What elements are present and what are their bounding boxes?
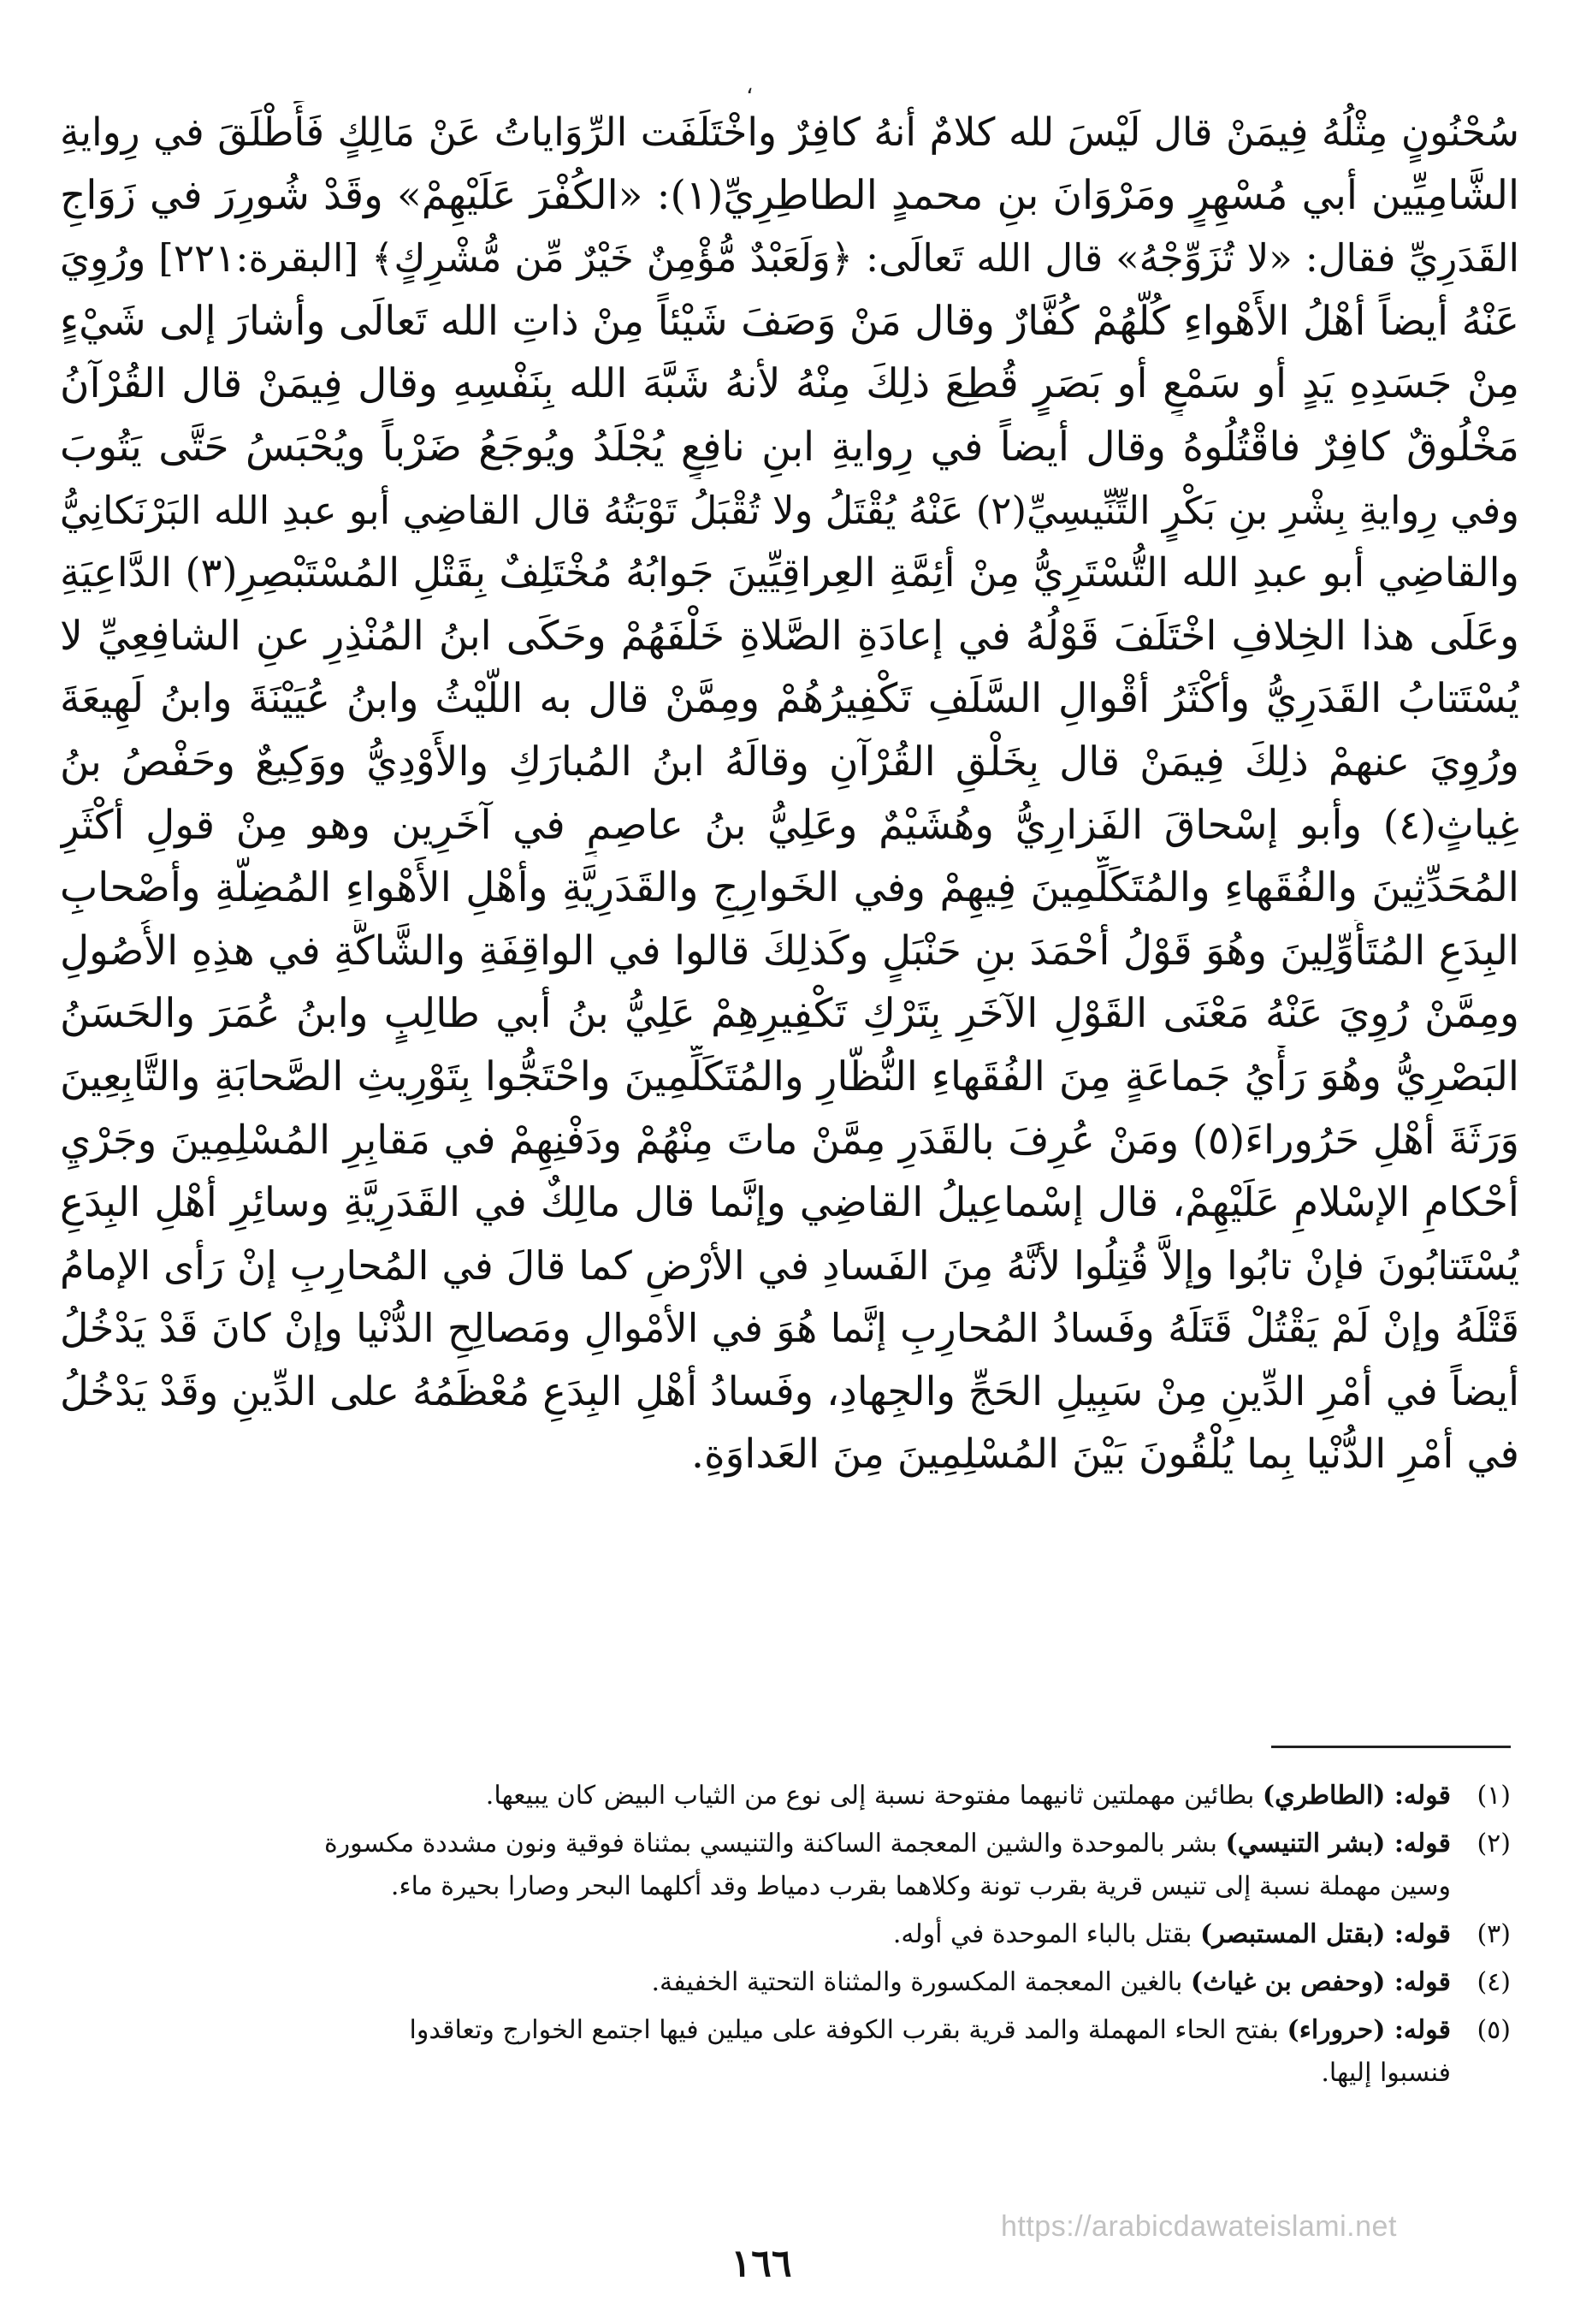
body-line: مِنْ جَسَدِهِ يَدٍ أو سَمْعٍ أو بَصَرٍ قُطِعَ ذلِكَ مِنْهُ لأنهُ شَبَّهَ الله بِنَفْسِهِ وقال فِيمَنْ قال القُرْآنُ — [60, 360, 1519, 408]
footnote-text: بقتل بالباء الموحدة في أوله. — [892, 1919, 1193, 1949]
body-line: سُحْنُونٍ مِثْلُهُ فِيمَنْ قال لَيْسَ لله كلامٌ أنهُ كافِرٌ واخْتَلَفَت الرِّوَاياتُ عَنْ مَالِكٍ فَأَطْلَقَ في رِوايةِ — [60, 110, 1519, 155]
footnote-number: (١) — [1477, 1781, 1511, 1811]
body-line: يُسْتَتابُونَ فإنْ تابُوا وإلاَّ قُتِلُوا لأنَّهُ مِنَ الفَسادِ في الأرْضِ كما قالَ في المُحارِبِ إنْ رَأى الإمامُ — [60, 1242, 1519, 1289]
footnote-number: (٢) — [1477, 1829, 1511, 1859]
body-line: والقاضِي أبو عبدِ الله التُّسْتَرِيُّ مِنْ أئِمَّةِ العِراقِيِّينَ جَوابُهُ مُخْتَلِفٌ بِقَتْلِ المُسْتَبْصِرِ(٣) الدَّاعِيَةِ — [60, 549, 1519, 596]
footnote-body — [86, 1823, 1451, 1908]
body-line: ومِمَّنْ رُوِيَ عَنْهُ مَعْنَى القَوْلِ الآخَرِ بِتَرْكِ تَكْفِيرِهِمْ عَلِيُّ بنُ أبي طالِبٍ وابنُ عُمَرَ والحَسَنُ — [60, 990, 1519, 1038]
body-line: أيضاً في أمْرِ الدِّينِ مِنْ سَبِيلِ الحَجِّ والجِهادِ، وفَسادُ أهْلِ البِدَعِ مُعْظَمُهُ على الدِّينِ وقَدْ يَدْخُلُ — [60, 1367, 1519, 1414]
footnote-number: (٣) — [1477, 1919, 1511, 1949]
footnote-label: قوله: (بقتل المستبصر) — [1200, 1919, 1451, 1949]
footnote-line — [86, 1913, 1451, 1956]
main-text-block — [60, 101, 1519, 1486]
footnote-line — [86, 1775, 1451, 1817]
top-mark: ، — [746, 74, 754, 99]
footnote-number: (٤) — [1477, 1967, 1511, 1997]
body-line: وفي رِوايةِ بِشْرِ بنِ بَكْرٍ التِّنِّيسِيِّ(٢) عَنْهُ يُقْتَلُ ولا تُقْبَلُ تَوْبَتُهُ قال القاضِي أبو عبدِ الله البَرْنَكانِيُّ — [60, 487, 1519, 533]
body-line: يُسْتَتابُ القَدَرِيُّ وأكْثَرُ أقْوالِ السَّلَفِ تَكْفِيرُهُمْ ومِمَّنْ قال به اللَّيْثُ وابنُ عُيَيْنَةَ وابنُ لَهِيعَةَ — [60, 675, 1519, 723]
footnote-label: قوله: (حروراء) — [1287, 2015, 1451, 2045]
body-line: في أمْرِ الدُّنْيا بِما يُلْقُونَ بَيْنَ المُسْلِمِينَ مِنَ العَداوَةِ. — [691, 1431, 1519, 1479]
body-line: مَخْلُوقٌ كافِرٌ فاقْتُلُوهُ وقال أيضاً في رِوايةِ ابنِ نافِعٍ يُجْلَدُ ويُوجَعُ ضَرْباً ويُحْبَسُ حَتَّى يَتُوبَ — [60, 423, 1519, 471]
footnote-label: قوله: (بشر التنيسي) — [1225, 1829, 1451, 1859]
body-line: البِدَعِ المُتَأَوِّلِينَ وهُوَ قَوْلُ أحْمَدَ بنِ حَنْبَلٍ وكَذلِكَ قالوا في الواقِفَةِ والشَّاكَّةِ في هذِهِ الأُصُولِ — [60, 927, 1519, 975]
body-line: وعَلَى هذا الخِلافِ اخْتَلَفَ قَوْلُهُ في إعادَةِ الصَّلاةِ خَلْفَهُمْ وحَكَى ابنُ المُنْذِرِ عنِ الشافِعِيِّ لا — [60, 612, 1519, 660]
footnote-line — [86, 1865, 1451, 1908]
footnote-label: قوله: (الطاطري) — [1262, 1781, 1451, 1811]
footnote-text: بشر بالموحدة والشين المعجمة الساكنة والتنيسي بمثناة فوقية ونون مشددة مكسورة — [323, 1829, 1217, 1859]
body-line: القَدَرِيِّ فقال: «لا تُزَوِّجْهُ» قال الله تَعالَى: ﴿وَلَعَبْدٌ مُّؤْمِنٌ خَيْرٌ مِّن مُّشْرِكٍ﴾ [البقرة:٢٢١] ورُوِيَ — [60, 235, 1519, 282]
footnote — [86, 2009, 1511, 2095]
watermark-url: https://arabicdawateislami.net — [1001, 2210, 1397, 2243]
footnote-label: قوله: (وحفص بن غياث) — [1190, 1967, 1451, 1997]
footnote-text: بفتح الحاء المهملة والمد قرية بقرب الكوفة على ميلين فيها اجتمع الخوارج وتعاقدوا — [409, 2015, 1279, 2045]
footnote-text: بطائين مهملتين ثانيهما مفتوحة نسبة إلى نوع من الثياب البيض كان يبيعها. — [485, 1781, 1255, 1811]
footnote-text: وسين مهملة نسبة إلى تنيس قرية بقرب تونة وكلاهما بقرب دمياط وقد أكلهما البحر وصارا بحيرة ماء. — [390, 1871, 1451, 1901]
footnote-text: فنسبوا إليها. — [1321, 2058, 1451, 2088]
footnote-line — [86, 1961, 1451, 2004]
footnotes-block — [86, 1775, 1511, 2100]
footnote — [86, 1823, 1511, 1908]
body-line: قَتْلَهُ وإنْ لَمْ يَقْتُلْ قَتَلَهُ وفَسادُ المُحارِبِ إنَّما هُوَ في الأمْوالِ ومَصالِحِ الدُّنْيا وإنْ كانَ قَدْ يَدْخُلُ — [60, 1305, 1519, 1352]
footnote — [86, 1913, 1511, 1956]
footnote-body — [86, 1961, 1451, 2004]
body-line: البَصْرِيُّ وهُوَ رَأْيُ جَماعَةٍ مِنَ الفُقَهاءِ النُّظَّارِ والمُتَكَلِّمِينَ واحْتَجُّوا بِتَوْرِيثِ الصَّحابَةِ والتَّابِعِينَ — [60, 1052, 1519, 1100]
body-line: عَنْهُ أيضاً أهْلُ الأَهْواءِ كُلُّهُمْ كُفَّارٌ وقال مَنْ وَصَفَ شَيْئاً مِنْ ذاتِ الله تَعالَى وأشارَ إلى شَيْءٍ — [60, 297, 1519, 345]
footnote-body — [86, 1913, 1451, 1956]
footnote — [86, 1961, 1511, 2004]
body-line: غِياثٍ(٤) وأبو إسْحاقَ الفَزارِيُّ وهُشَيْمٌ وعَلِيُّ بنُ عاصِمٍ في آخَرِين وهو مِنْ قولِ أكْثَرِ — [60, 801, 1519, 849]
footnote-text: بالغين المعجمة المكسورة والمثناة التحتية الخفيفة. — [651, 1967, 1183, 1997]
footnote-number: (٥) — [1477, 2015, 1511, 2045]
body-line: وَرَثَةَ أهْلِ حَرُوراءَ(٥) ومَنْ عُرِفَ بالقَدَرِ مِمَّنْ ماتَ مِنْهُمْ ودَفْنِهِمْ في مَقابِرِ المُسْلِمِينَ وجَرْيِ — [60, 1116, 1519, 1163]
footnote-line — [86, 1823, 1451, 1865]
footnote-line — [86, 2052, 1451, 2095]
footnote-divider — [1271, 1746, 1511, 1748]
footnote — [86, 1775, 1511, 1817]
footnote-line — [86, 2009, 1451, 2052]
footnote-body — [86, 1775, 1451, 1817]
page-number: ١٦٦ — [731, 2242, 792, 2285]
body-line: المُحَدِّثِينَ والفُقَهاءِ والمُتَكَلِّمِينَ فِيهِمْ وفي الخَوارِجِ والقَدَرِيَّةِ وأهْلِ الأَهْواءِ المُضِلَّةِ وأصْحابِ — [60, 864, 1519, 912]
body-line: الشَّامِيِّين أبي مُسْهِرٍ ومَرْوَانَ بنِ محمدٍ الطاطِرِيِّ(١): «الكُفْرَ عَلَيْهِمْ» وقَدْ شُورِرَ في زَوَاجِ — [60, 171, 1519, 219]
footnote-body — [86, 2009, 1451, 2095]
body-line: ورُوِيَ عنهمْ ذلِكَ فِيمَنْ قال بِخَلْقِ القُرْآنِ وقالَهُ ابنُ المُبارَكِ والأَوْدِيُّ ووَكِيعٌ وحَفْصُ بنُ — [60, 738, 1519, 786]
body-line: أحْكامِ الإسْلامِ عَلَيْهِمْ، قال إسْماعِيلُ القاضِي وإنَّما قال مالِكٌ في القَدَرِيَّةِ وسائِرِ أهْلِ البِدَعِ — [60, 1179, 1519, 1227]
